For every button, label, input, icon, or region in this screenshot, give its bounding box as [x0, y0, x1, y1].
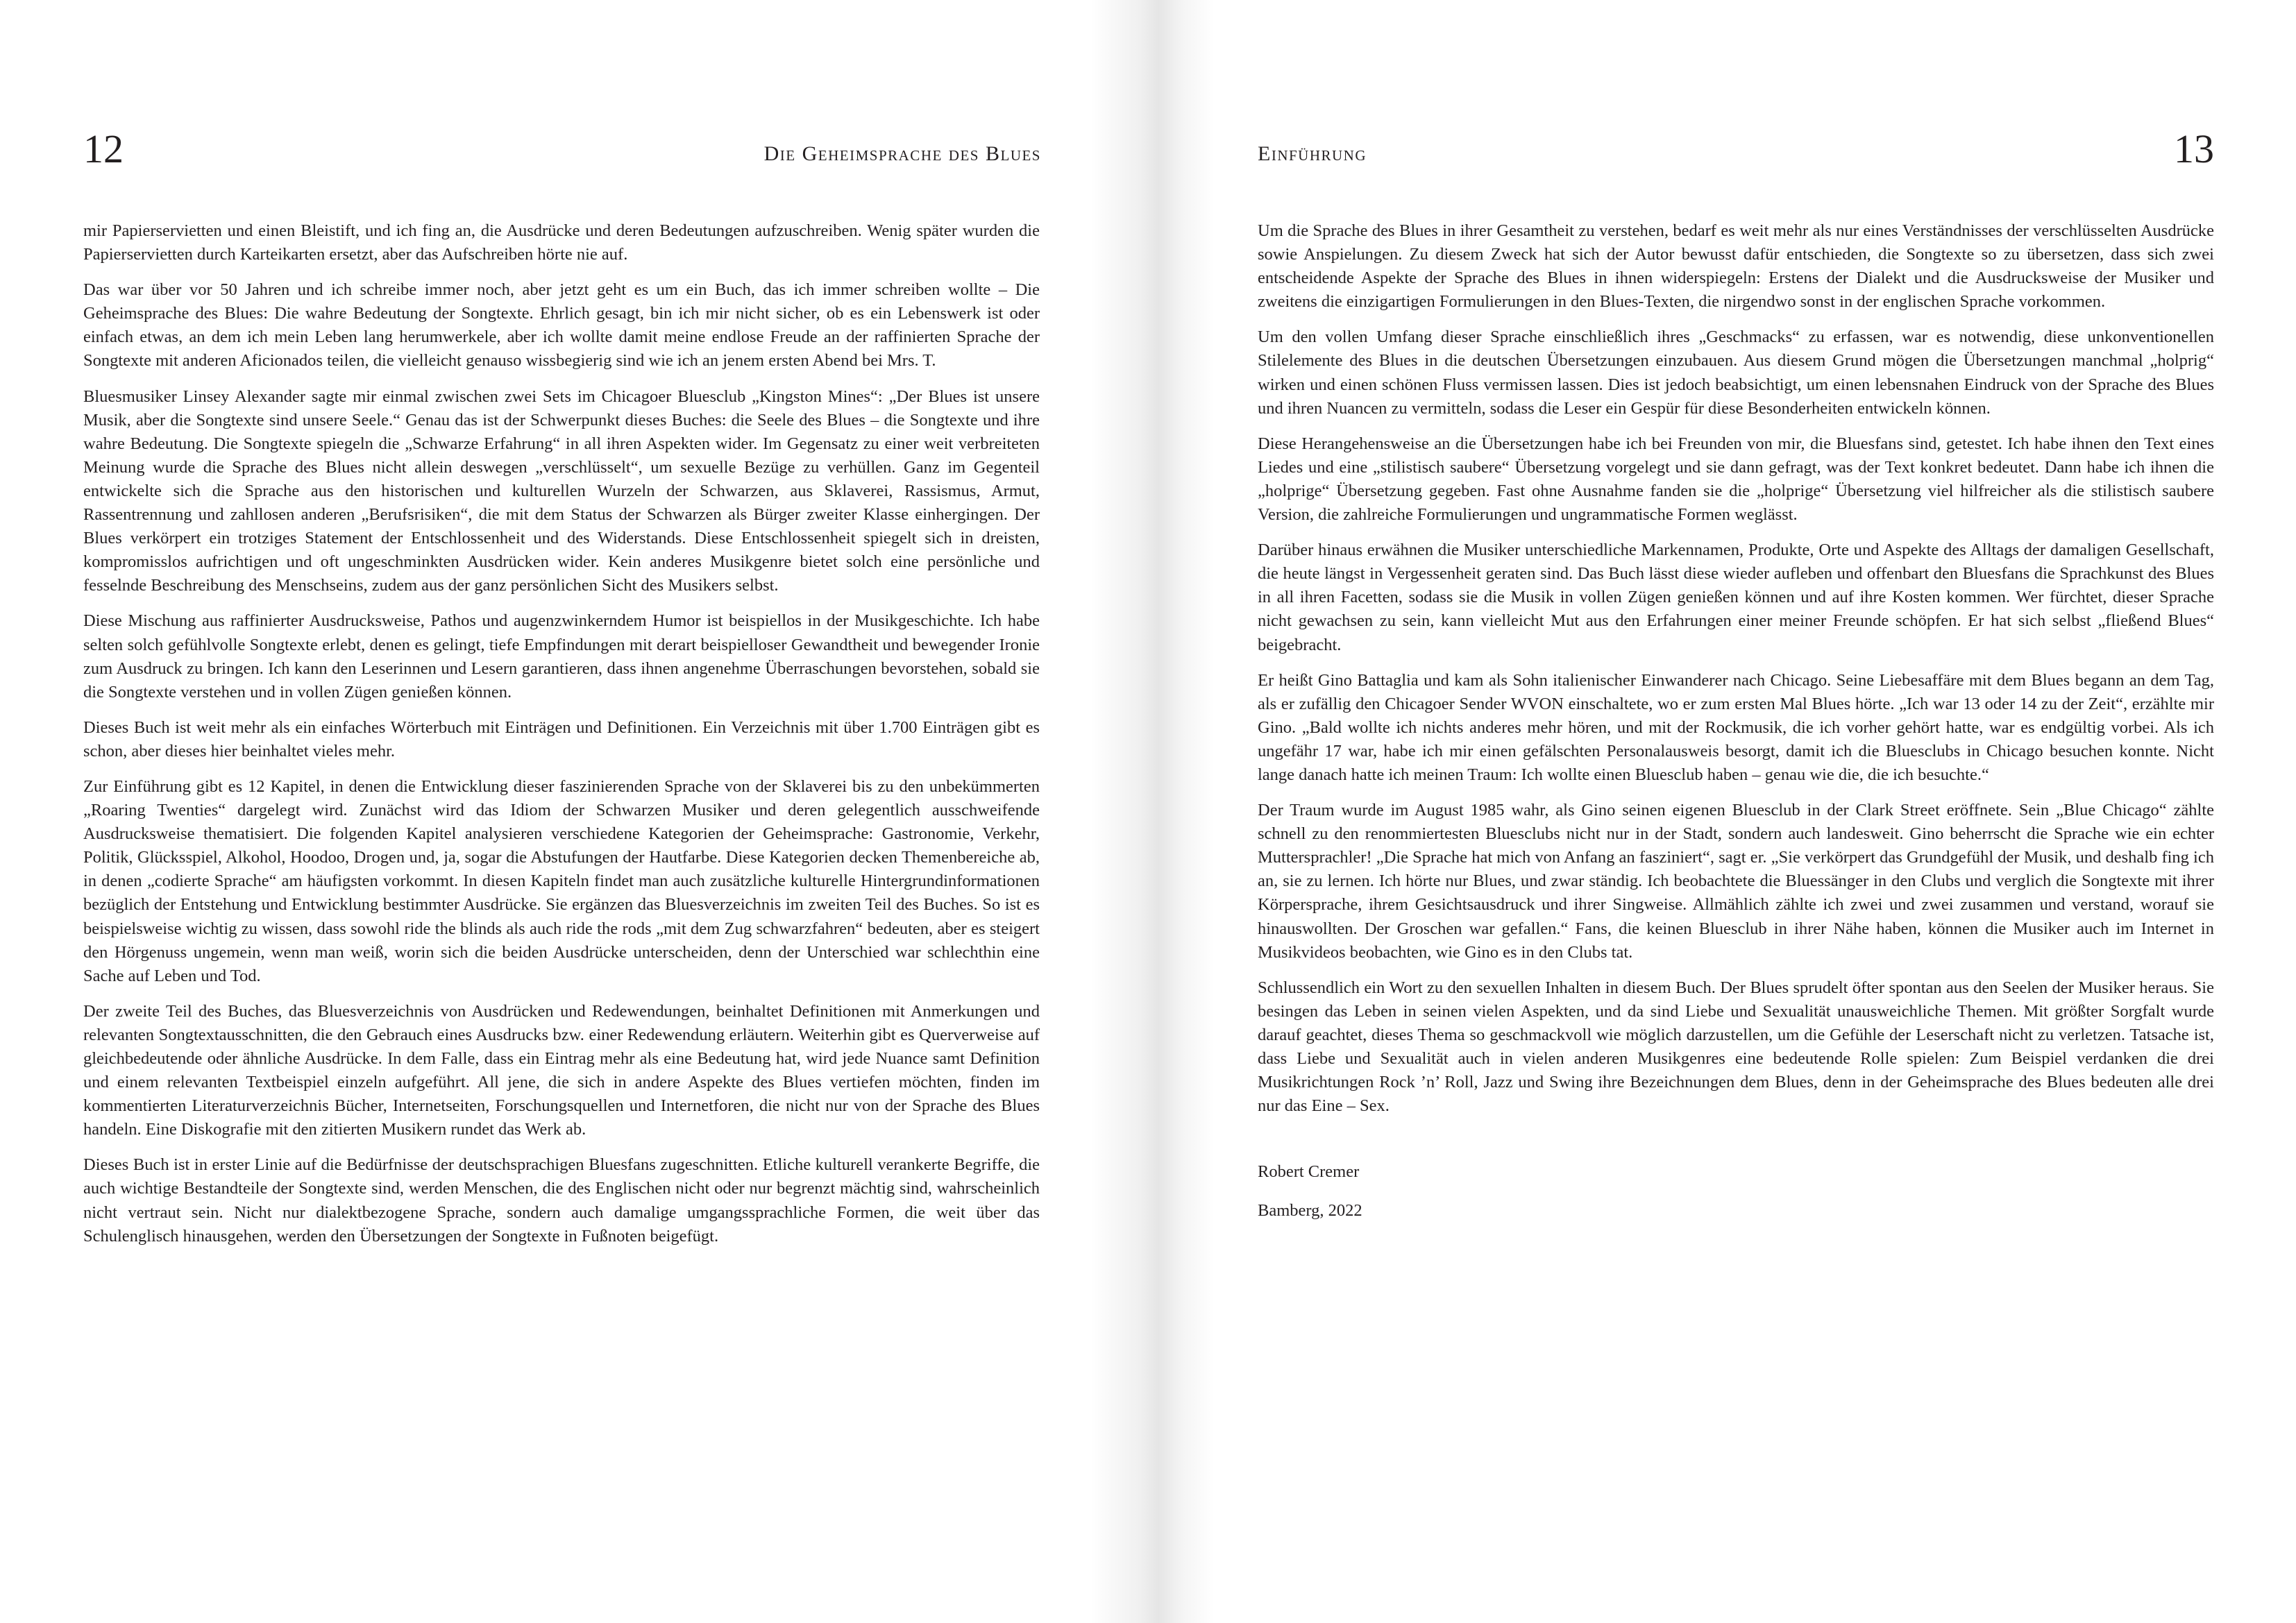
right-page-number: 13: [2174, 126, 2214, 171]
paragraph: Der Traum wurde im August 1985 wahr, als Gino seinen eigenen Bluesclub in der Clark Street eröffnete. Sein „Blue Chicago“ zählte schnell zu den renommiertesten Bluesclubs nicht nur in der Stadt, sondern auch landesweit. Gino beherrscht die Sprache wie ein echter Muttersprachler! „Die Sprache hat mich von Anfang an fasziniert“, sagt er. „Sie verkörpert das Grundgefühl der Musik, und deshalb fing ich an, sie zu lernen. Ich hörte nur Blues, und zwar ständig. Ich beobachtete die Bluessänger in den Clubs und verglich die Songtexte mit ihrer Körpersprache, ihrem Gesichtsausdruck und ihrer Singweise. Allmählich zählte ich zwei und zwei zusammen und verstand, worauf sie hinauswollten. Der Groschen war gefallen.“ Fans, die keinen Bluesclub in ihrer Nähe haben, können die Musiker auch im Internet in Musikvideos beobachten, wie Gino es in den Clubs tat.: [1258, 801, 2214, 962]
author-signature: Robert Cremer: [1258, 1162, 1360, 1182]
right-page-body: [1258, 219, 2214, 1238]
paragraph: Bluesmusiker Linsey Alexander sagte mir einmal zwischen zwei Sets im Chicagoer Bluesclub „Kingston Mines“: „Der Blues ist unsere Musik, aber die Songtexte sind unsere Seele.“ Genau das ist der Schwerpunkt dieses Buches: die Seele des Blues – die Songtexte und ihre wahre Bedeutung. Die Songtexte spiegeln die „Schwarze Erfahrung“ in all ihren Aspekten wider. Im Gegensatz zu einer weit verbreiteten Meinung wurde die Sprache des Blues nicht allein deswegen „verschlüsselt“, um sexuelle Bezüge zu verhüllen. Ganz im Gegenteil entwickelte sich die Sprache aus den historischen und kulturellen Wurzeln der Schwarzen, aus Sklaverei, Rassismus, Armut, Rassentrennung und zahllosen anderen „Berufsrisiken“, die mit dem Status der Schwarzen als Bürger zweiter Klasse einhergingen. Der Blues verkörpert ein trotziges Statement der Entschlossenheit und des Widerstands. Diese Entschlossenheit spiegelt sich in dreisten, kompromisslos aufrichtigen und oft ungeschminkten Ausdrücken wider. Kein anderes Musikgenre bietet solch eine persönliche und fesselnde Beschreibung des Menschseins, zudem aus der ganz persönlichen Sicht des Musikers selbst.: [83, 386, 1040, 595]
paragraph: Zur Einführung gibt es 12 Kapitel, in denen die Entwicklung dieser faszinierenden Sprache von der Sklaverei bis zu den unbekümmerten „Roaring Twenties“ dargelegt wird. Zunächst wird das Idiom der Schwarzen Musiker und deren gelegentlich ausschweifende Ausdrucksweise thematisiert. Die folgenden Kapitel analysieren verschiedene Kategorien der Geheimsprache: Gastronomie, Verkehr, Politik, Glücksspiel, Alkohol, Hoodoo, Drogen und, ja, sogar die Abstufungen der Hautfarbe. Diese Kategorien decken Themenbereiche ab, in denen „codierte Sprache“ am häufigsten vorkommt. In diesen Kapiteln findet man auch zusätzliche kulturelle Hintergrundinformationen bezüglich der Entstehung und Entwicklung bestimmter Ausdrücke. Sie ergänzen das Bluesverzeichnis im zweiten Teil des Buches. So ist es beispielsweise wichtig zu wissen, dass sowohl ride the blinds als auch ride the rods „mit dem Zug schwarzfahren“ bedeuten, aber es steigert den Hörgenuss ungemein, wenn man weiß, worin sich die beiden Ausdrücke unterscheiden, denn der Unterschied war schlechthin eine Sache auf Leben und Tod.: [83, 776, 1040, 985]
paragraph: Darüber hinaus erwähnen die Musiker unterschiedliche Markennamen, Produkte, Orte und Aspekte des Alltags der damaligen Gesellschaft, die heute längst in Vergessenheit geraten sind. Das Buch lässt diese wieder aufleben und offenbart den Bluesfans die Sprachkunst des Blues in all ihren Facetten, sodass sie die Musik in vollen Zügen genießen können und auf ihre Kosten kommen. Wer fürchtet, dieser Sprache nicht gewachsen zu sein, kann vielleicht Mut aus den Erfahrungen einer meiner Freunde schöpfen. Er hat sich selbst „fließend Blues“ beigebracht.: [1258, 541, 2214, 654]
signature-place-date: Bamberg, 2022: [1258, 1201, 1362, 1221]
paragraph: Um den vollen Umfang dieser Sprache einschließlich ihres „Geschmacks“ zu erfassen, war es notwendig, diese unkonventionellen Stilelemente des Blues in die deutschen Übersetzungen einzubauen. Aus diesem Grund mögen die Übersetzungen manchmal „holprig“ wirken und einen schönen Fluss vermissen lassen. Dies ist jedoch beabsichtigt, um einen lebensnahen Eindruck von der Sprache des Blues und ihren Nuancen zu vermitteln, sodass die Leser ein Gespür für diese Besonderheiten entwickeln können.: [1258, 328, 2214, 418]
right-running-head: Einführung: [1258, 142, 1367, 165]
paragraph: Schlussendlich ein Wort zu den sexuellen Inhalten in diesem Buch. Der Blues sprudelt öfter spontan aus den Seelen der Musiker heraus. Sie besingen das Leben in seinen vielen Aspekten, und da sind Liebe und Sexualität unausweichliche Themen. Mit größter Sorgfalt wurde darauf geachtet, dieses Thema so geschmackvoll wie möglich darzustellen, um die Gefühle der Leserschaft nicht zu verletzen. Tatsache ist, dass Liebe und Sexualität auch in vielen anderen Musikgenres eine bedeutende Rolle spielen: Zum Beispiel verdanken die drei Musikrichtungen Rock ’n’ Roll, Jazz und Swing ihre Bezeichnungen dem Blues, denn in der Geheimsprache des Blues bedeuten alle drei nur das Eine – Sex.: [1258, 978, 2214, 1116]
book-gutter-shadow: [1090, 0, 1215, 1623]
paragraph: Er heißt Gino Battaglia und kam als Sohn italienischer Einwanderer nach Chicago. Seine Liebesaffäre mit dem Blues begann an dem Tag, als er zufällig den Chicagoer Sender WVON einschaltete, wo er zum ersten Mal Blues hörte. „Ich war 13 oder 14 zu der Zeit“, erzählte mir Gino. „Bald wollte ich nichts anderes mehr hören, und mit der Rockmusik, die ich vorher gehört hatte, war es endgültig vorbei. Als ich ungefähr 17 war, habe ich mir einen gefälschten Personalausweis besorgt, damit ich die Bluesclubs in Chicago besuchen konnte. Nicht lange danach hatte ich meinen Traum: Ich wollte einen Bluesclub haben – genau wie die, die ich besuchte.“: [1258, 670, 2214, 784]
paragraph: Der zweite Teil des Buches, das Bluesverzeichnis von Ausdrücken und Redewendungen, beinhaltet Definitionen mit Anmerkungen und relevanten Songtextausschnitten, die den Gebrauch eines Ausdrucks bzw. einer Redewendung erläutern. Weiterhin gibt es Querverweise auf gleichbedeutende oder ähnliche Ausdrücke. In dem Falle, dass ein Eintrag mehr als eine Bedeutung hat, wird jede Nuance samt Definition und einem relevanten Textbeispiel einzeln aufgeführt. All jene, die sich in andere Aspekte des Blues vertiefen möchten, finden im kommentierten Literaturverzeichnis Bücher, Internetseiten, Forschungsquellen und Internetforen, die nicht nur von der Sprache des Blues handeln. Eine Diskografie mit den zitierten Musikern rundet das Werk ab.: [83, 1001, 1040, 1139]
paragraph: Diese Herangehensweise an die Übersetzungen habe ich bei Freunden von mir, die Bluesfans sind, getestet. Ich habe ihnen den Text eines Liedes und eine „stilistisch saubere“ Übersetzung vorgelegt und sie dann gefragt, was der Text konkret bedeutet. Dann habe ich ihnen die „holprige“ Übersetzung gegeben. Fast ohne Ausnahme fanden sie die „holprige“ Übersetzung viel hilfreicher als die stilistisch saubere Version, die zahlreiche Formulierungen und ungrammatische Formen weglässt.: [1258, 434, 2214, 525]
paragraph: Das war über vor 50 Jahren und ich schreibe immer noch, aber jetzt geht es um ein Buch, das ich immer schreiben wollte – Die Geheimsprache des Blues: Die wahre Bedeutung der Songtexte. Ehrlich gesagt, bin ich mir nicht sicher, ob es ein Lebenswerk ist oder einfach etwas, an dem ich mein Leben lang herumwerkele, aber ich wollte damit meine endlose Freude an der raffinierten Sprache der Songtexte mit anderen Aficionados teilen, die vielleicht genauso wissbegierig sind wie ich an jenem ersten Abend bei Mrs. T.: [83, 280, 1040, 371]
left-page-number: 12: [83, 126, 124, 171]
paragraph: Um die Sprache des Blues in ihrer Gesamtheit zu verstehen, bedarf es weit mehr als nur eines Verständnisses der verschlüsselten Ausdrücke sowie Anspielungen. Zu diesem Zweck hat sich der Autor bewusst dafür entschieden, die Songtexte so zu übersetzen, dass sich zwei entscheidende Aspekte der Sprache des Blues in ihnen widerspiegeln: Erstens der Dialekt und die Ausdrucksweise der Musiker und zweitens die einzigartigen Formulierungen in den Blues-Texten, die nirgendwo sonst in der englischen Sprache vorkommen.: [1258, 221, 2214, 312]
paragraph: Dieses Buch ist weit mehr als ein einfaches Wörterbuch mit Einträgen und Definitionen. Ein Verzeichnis mit über 1.700 Einträgen gibt es schon, aber dieses hier beinhaltet vieles mehr.: [83, 717, 1040, 760]
left-page-body: [83, 219, 1040, 1260]
paragraph: mir Papierservietten und einen Bleistift, und ich fing an, die Ausdrücke und deren Bedeutungen aufzuschreiben. Wenig später wurden die Papierservietten durch Karteikarten ersetzt, aber das Aufschreiben hörte nie auf.: [83, 221, 1040, 264]
paragraph: Dieses Buch ist in erster Linie auf die Bedürfnisse der deutschsprachigen Bluesfans zugeschnitten. Etliche kulturell verankerte Begriffe, die auch wichtige Bestandteile der Songtexte sind, werden Menschen, die des Englischen nicht oder nur begrenzt mächtig sind, wahrscheinlich nicht vertraut sein. Nicht nur dialektbezogene Sprache, sondern auch damalige umgangssprachliche Formen, die weit über das Schulenglisch hinausgehen, werden den Übersetzungen der Songtexte in Fußnoten beigefügt.: [83, 1155, 1040, 1246]
left-running-head: Die Geheimsprache des Blues: [763, 142, 1041, 165]
paragraph: Diese Mischung aus raffinierter Ausdrucksweise, Pathos und augenzwinkerndem Humor ist beispiellos in der Musikgeschichte. Ich habe selten solch gefühlvolle Songtexte erlebt, denen es gelingt, tiefe Empfindungen mit derart beispielloser Gewandtheit und bewegender Ironie zum Ausdruck zu bringen. Ich kann den Leserinnen und Lesern garantieren, dass ihnen angenehme Überraschungen bevorstehen, sobald sie die Songtexte verstehen und in vollen Zügen genießen können.: [83, 611, 1040, 702]
signature-spacer: [1258, 1130, 2214, 1160]
